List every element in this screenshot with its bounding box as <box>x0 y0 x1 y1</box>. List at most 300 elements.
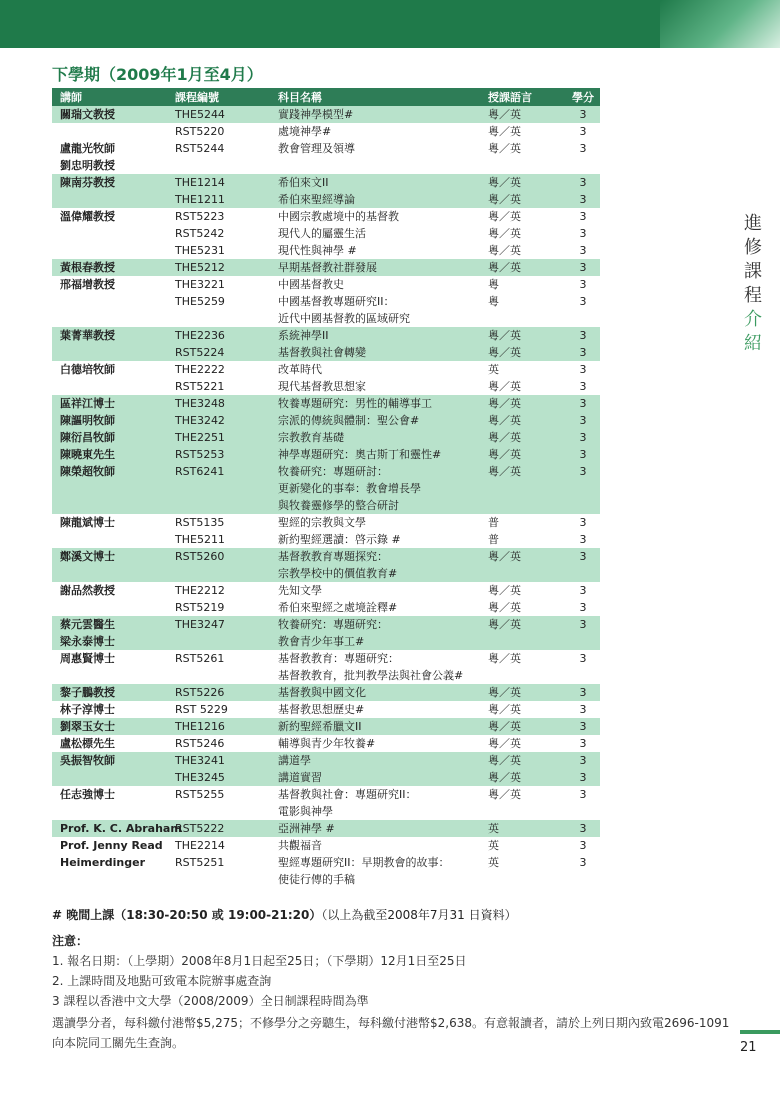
cell-subject <box>278 395 488 412</box>
table-row <box>52 429 600 446</box>
cell-subject <box>278 786 488 820</box>
table-row <box>52 412 600 429</box>
cell-lecturer-line: 梁永泰博士 <box>60 635 115 648</box>
notes-title: 注意： <box>52 934 89 948</box>
cell-credit-line: 3 <box>579 737 587 750</box>
cell-lecturer <box>52 259 175 276</box>
cell-credit <box>566 174 600 191</box>
cell-lecturer <box>52 820 182 837</box>
cell-subject <box>278 123 488 140</box>
cell-language <box>488 786 566 803</box>
cell-subject-line: 宗教學校中的價值教育# <box>278 567 398 580</box>
cell-course-code-line: THE2212 <box>175 584 225 597</box>
cell-language <box>488 123 566 140</box>
cell-course-code <box>175 327 278 344</box>
cell-course-code <box>175 412 278 429</box>
cell-language <box>488 293 566 310</box>
cell-course-code <box>175 735 278 752</box>
cell-language-line: 粵／英 <box>488 125 521 138</box>
cell-language-line: 粵／英 <box>488 448 521 461</box>
cell-language-line: 粵／英 <box>488 193 521 206</box>
cell-course-code <box>175 361 278 378</box>
cell-course-code-line: RST6241 <box>175 465 225 478</box>
cell-credit <box>566 446 600 463</box>
cell-course-code <box>175 344 278 361</box>
cell-course-code <box>175 531 278 548</box>
cell-language <box>488 735 566 752</box>
cell-subject-line: 希伯來聖經導論 <box>278 193 355 206</box>
cell-course-code-line: THE1211 <box>175 193 225 206</box>
cell-lecturer-line: 林子淳博士 <box>60 703 115 716</box>
table-row <box>52 106 600 123</box>
cell-course-code <box>175 684 278 701</box>
cell-course-code-line: THE5212 <box>175 261 225 274</box>
cell-course-code-line: RST5261 <box>175 652 225 665</box>
cell-lecturer-line: 邢福增教授 <box>60 278 115 291</box>
cell-course-code <box>175 395 278 412</box>
cell-lecturer-line: 關瑞文教授 <box>60 108 115 121</box>
cell-subject-line: 講道學 <box>278 754 311 767</box>
cell-subject-line: 實踐神學模型# <box>278 108 354 121</box>
cell-course-code-line: THE3242 <box>175 414 225 427</box>
cell-subject <box>278 463 488 514</box>
cell-subject <box>278 769 488 786</box>
cell-credit-line: 3 <box>579 414 587 427</box>
cell-lecturer <box>52 548 175 565</box>
cell-course-code <box>175 769 278 786</box>
table-row <box>52 735 600 752</box>
cell-subject <box>278 259 488 276</box>
cell-credit-line: 3 <box>579 754 587 767</box>
cell-credit-line: 3 <box>579 295 587 308</box>
cell-credit-line: 3 <box>579 261 587 274</box>
cell-language <box>488 701 566 718</box>
cell-lecturer <box>52 752 175 769</box>
cell-lecturer <box>52 514 175 531</box>
cell-subject-line: 希伯來聖經之處境詮釋# <box>278 601 398 614</box>
cell-course-code <box>175 616 278 633</box>
cell-language-line: 粵／英 <box>488 380 521 393</box>
cell-subject <box>278 752 488 769</box>
cell-subject <box>278 378 488 395</box>
cell-credit <box>566 463 600 480</box>
cell-credit <box>566 140 600 157</box>
cell-credit <box>566 548 600 565</box>
cell-credit-line: 3 <box>579 278 587 291</box>
cell-subject-line: 教會管理及領導 <box>278 142 355 155</box>
cell-language-line: 粵／英 <box>488 108 521 121</box>
cell-credit-line: 3 <box>579 431 587 444</box>
cell-course-code <box>175 429 278 446</box>
cell-course-code <box>175 514 278 531</box>
table-row <box>52 174 600 191</box>
cell-lecturer <box>52 463 175 480</box>
cell-language <box>488 582 566 599</box>
table-row <box>52 752 600 769</box>
side-title-char: 介 <box>744 309 762 330</box>
cell-subject <box>278 361 488 378</box>
cell-subject-line: 宗派的傳統與體制：聖公會# <box>278 414 420 427</box>
cell-course-code <box>175 106 278 123</box>
cell-language <box>488 242 566 259</box>
cell-credit-line: 3 <box>579 686 587 699</box>
table-row <box>52 208 600 225</box>
cell-lecturer-line: 周惠賢博士 <box>60 652 115 665</box>
header-course-code: 課程編號 <box>175 91 219 104</box>
cell-language-line: 粵／英 <box>488 261 521 274</box>
cell-credit-line: 3 <box>579 363 587 376</box>
cell-course-code-line: THE2222 <box>175 363 225 376</box>
table-row <box>52 701 600 718</box>
cell-language-line: 普 <box>488 533 499 546</box>
cell-credit <box>566 276 600 293</box>
cell-credit-line: 3 <box>579 142 587 155</box>
table-row <box>52 378 600 395</box>
cell-lecturer <box>52 582 175 599</box>
cell-credit-line: 3 <box>579 210 587 223</box>
cell-subject-line: 聖經專題研究II：早期教會的故事： <box>278 856 450 869</box>
cell-subject-line: 新約聖經希臘文II <box>278 720 362 733</box>
cell-lecturer-line: 盧松標先生 <box>60 737 115 750</box>
cell-language <box>488 684 566 701</box>
side-section-title <box>738 212 768 356</box>
cell-language <box>488 361 566 378</box>
cell-language-line: 粵／英 <box>488 652 521 665</box>
table-row <box>52 242 600 259</box>
cell-lecturer-line: 陳榮超牧師 <box>60 465 115 478</box>
cell-lecturer-line: 葉菁華教授 <box>60 329 115 342</box>
cell-lecturer <box>52 395 175 412</box>
cell-language-line: 粵／英 <box>488 788 521 801</box>
table-row <box>52 837 600 854</box>
cell-language-line: 英 <box>488 363 499 376</box>
cell-language <box>488 106 566 123</box>
cell-credit <box>566 514 600 531</box>
cell-credit <box>566 820 600 837</box>
cell-language-line: 粵 <box>488 278 499 291</box>
page-number-bar <box>740 1030 780 1034</box>
cell-course-code <box>175 599 278 616</box>
cell-credit <box>566 106 600 123</box>
cell-course-code-line: THE5244 <box>175 108 225 121</box>
cell-credit <box>566 735 600 752</box>
cell-subject-line: 先知文學 <box>278 584 322 597</box>
cell-course-code <box>175 123 278 140</box>
cell-language <box>488 276 566 293</box>
cell-language-line: 粵／英 <box>488 754 521 767</box>
cell-subject-line: 近代中國基督教的區域研究 <box>278 312 410 325</box>
cell-subject <box>278 242 488 259</box>
cell-subject <box>278 429 488 446</box>
table-row <box>52 327 600 344</box>
cell-lecturer <box>52 616 175 650</box>
cell-credit <box>566 599 600 616</box>
cell-subject <box>278 701 488 718</box>
cell-lecturer-line: 盧龍光牧師 <box>60 142 115 155</box>
cell-language-line: 粵／英 <box>488 397 521 410</box>
header-credit: 學分 <box>572 91 594 104</box>
cell-course-code <box>175 837 278 854</box>
cell-lecturer <box>52 412 175 429</box>
cell-language-line: 粵／英 <box>488 210 521 223</box>
cell-subject-line: 聖經的宗教與文學 <box>278 516 366 529</box>
cell-subject <box>278 548 488 582</box>
cell-course-code-line: THE5231 <box>175 244 225 257</box>
cell-subject <box>278 225 488 242</box>
cell-subject <box>278 106 488 123</box>
cell-credit-line: 3 <box>579 244 587 257</box>
cell-credit-line: 3 <box>579 839 587 852</box>
cell-credit <box>566 616 600 633</box>
cell-credit <box>566 344 600 361</box>
cell-subject-line: 講道實習 <box>278 771 322 784</box>
cell-course-code-line: THE3221 <box>175 278 225 291</box>
cell-language <box>488 854 566 871</box>
cell-language <box>488 174 566 191</box>
cell-subject <box>278 140 488 157</box>
cell-subject <box>278 208 488 225</box>
cell-language-line: 粵／英 <box>488 227 521 240</box>
cell-credit <box>566 837 600 854</box>
cell-subject-line: 中國宗教處境中的基督教 <box>278 210 399 223</box>
cell-credit <box>566 225 600 242</box>
cell-lecturer <box>52 140 175 174</box>
table-row <box>52 259 600 276</box>
cell-credit <box>566 123 600 140</box>
cell-lecturer-line: 陳南芬教授 <box>60 176 115 189</box>
cell-subject-line: 電影與神學 <box>278 805 333 818</box>
cell-lecturer <box>52 684 175 701</box>
cell-language-line: 粵／英 <box>488 329 521 342</box>
table-row <box>52 786 600 820</box>
cell-credit-line: 3 <box>579 584 587 597</box>
cell-lecturer-line: 白德培牧師 <box>60 363 115 376</box>
cell-course-code-line: RST5220 <box>175 125 225 138</box>
cell-credit-line: 3 <box>579 516 587 529</box>
cell-credit <box>566 395 600 412</box>
cell-credit <box>566 684 600 701</box>
cell-subject-line: 基督教與社會轉變 <box>278 346 366 359</box>
cell-credit-line: 3 <box>579 125 587 138</box>
cell-course-code-line: RST5246 <box>175 737 225 750</box>
cell-lecturer <box>52 854 175 871</box>
side-title-char: 修 <box>744 237 762 258</box>
cell-course-code-line: THE3245 <box>175 771 225 784</box>
cell-lecturer <box>52 786 175 803</box>
cell-language <box>488 259 566 276</box>
cell-lecturer-line: 黎子鵬教授 <box>60 686 115 699</box>
cell-subject <box>278 582 488 599</box>
cell-credit-line: 3 <box>579 652 587 665</box>
cell-course-code-line: THE2214 <box>175 839 225 852</box>
cell-credit <box>566 259 600 276</box>
table-row <box>52 225 600 242</box>
cell-course-code-line: RST5253 <box>175 448 225 461</box>
cell-credit-line: 3 <box>579 346 587 359</box>
cell-lecturer-line: 任志強博士 <box>60 788 115 801</box>
cell-subject <box>278 293 488 327</box>
cell-lecturer <box>52 650 175 667</box>
cell-subject <box>278 616 488 650</box>
table-row <box>52 446 600 463</box>
cell-language-line: 粵／英 <box>488 686 521 699</box>
cell-language-line: 粵／英 <box>488 703 521 716</box>
cell-language-line: 英 <box>488 839 499 852</box>
table-row <box>52 616 600 650</box>
cell-lecturer <box>52 276 175 293</box>
cell-subject-line: 與牧養靈修學的整合研討 <box>278 499 399 512</box>
cell-language-line: 粵／英 <box>488 244 521 257</box>
cell-subject <box>278 718 488 735</box>
cell-course-code-line: THE1214 <box>175 176 225 189</box>
cell-course-code <box>175 259 278 276</box>
cell-subject <box>278 684 488 701</box>
cell-credit-line: 3 <box>579 465 587 478</box>
cell-course-code-line: RST5221 <box>175 380 225 393</box>
table-row <box>52 769 600 786</box>
cell-lecturer-line: Prof. K. C. Abraham <box>60 822 182 835</box>
cell-subject-line: 使徒行傳的手稿 <box>278 873 355 886</box>
cell-credit-line: 3 <box>579 227 587 240</box>
cell-credit-line: 3 <box>579 380 587 393</box>
cell-language <box>488 616 566 633</box>
cell-lecturer-line: 劉翠玉女士 <box>60 720 115 733</box>
cell-course-code-line: RST5242 <box>175 227 225 240</box>
cell-course-code <box>175 582 278 599</box>
cell-language <box>488 429 566 446</box>
table-row <box>52 191 600 208</box>
cell-language-line: 粵／英 <box>488 465 521 478</box>
table-row <box>52 123 600 140</box>
cell-language-line: 英 <box>488 856 499 869</box>
cell-subject-line: 現代人的屬靈生活 <box>278 227 366 240</box>
cell-credit <box>566 582 600 599</box>
cell-course-code-line: RST5244 <box>175 142 225 155</box>
cell-language <box>488 548 566 565</box>
cell-credit-line: 3 <box>579 108 587 121</box>
cell-course-code <box>175 242 278 259</box>
cell-credit <box>566 429 600 446</box>
cell-course-code <box>175 208 278 225</box>
cell-subject <box>278 837 488 854</box>
cell-subject-line: 基督教與中國文化 <box>278 686 366 699</box>
cell-lecturer-line: 吳振智牧師 <box>60 754 115 767</box>
table-body <box>52 106 600 888</box>
table-row <box>52 548 600 582</box>
cell-credit-line: 3 <box>579 601 587 614</box>
cell-course-code-line: THE5259 <box>175 295 225 308</box>
cell-lecturer <box>52 837 175 854</box>
cell-credit-line: 3 <box>579 720 587 733</box>
cell-language <box>488 599 566 616</box>
cell-subject-line: 現代性與神學 # <box>278 244 357 257</box>
side-title-char: 程 <box>744 285 762 306</box>
cell-lecturer-line: 溫偉耀教授 <box>60 210 115 223</box>
cell-course-code <box>175 191 278 208</box>
table-row <box>52 395 600 412</box>
cell-lecturer-line: 黃根春教授 <box>60 261 115 274</box>
cell-subject <box>278 327 488 344</box>
cell-language <box>488 463 566 480</box>
table-row <box>52 531 600 548</box>
cell-credit <box>566 531 600 548</box>
cell-course-code-line: THE3248 <box>175 397 225 410</box>
note-item: 2. 上課時間及地點可致電本院辦事處查詢 <box>52 974 272 988</box>
cell-language <box>488 446 566 463</box>
cell-course-code-line: RST5219 <box>175 601 225 614</box>
cell-lecturer <box>52 174 175 191</box>
cell-subject <box>278 191 488 208</box>
evening-note-bold: # 晚間上課（18:30-20:50 或 19:00-21:20） <box>52 908 322 922</box>
cell-lecturer-line: 區祥江博士 <box>60 397 115 410</box>
cell-language <box>488 327 566 344</box>
cell-subject-line: 牧養研究：專題研究： <box>278 618 388 631</box>
cell-language-line: 英 <box>488 822 499 835</box>
cell-credit <box>566 378 600 395</box>
cell-course-code <box>175 718 278 735</box>
cell-course-code-line: RST5223 <box>175 210 225 223</box>
cell-lecturer-line: 陳謳明牧師 <box>60 414 115 427</box>
cell-language-line: 粵／英 <box>488 431 521 444</box>
cell-subject-line: 現代基督教思想家 <box>278 380 366 393</box>
cell-course-code-line: RST5255 <box>175 788 225 801</box>
cell-subject <box>278 735 488 752</box>
note-item: 3 課程以香港中文大學（2008/2009）全日制課程時間為準 <box>52 994 369 1008</box>
cell-lecturer <box>52 701 175 718</box>
cell-language-line: 粵／英 <box>488 346 521 359</box>
table-header <box>52 88 600 106</box>
cell-course-code-line: RST5135 <box>175 516 225 529</box>
table-row <box>52 582 600 599</box>
table-row <box>52 463 600 514</box>
cell-subject-line: 牧養研究：專題研討： <box>278 465 388 478</box>
cell-language <box>488 718 566 735</box>
cell-lecturer <box>52 208 175 225</box>
cell-credit <box>566 718 600 735</box>
cell-subject-line: 中國基督教專題研究II： <box>278 295 395 308</box>
cell-subject <box>278 514 488 531</box>
cell-language <box>488 837 566 854</box>
page-number: 21 <box>740 1040 757 1055</box>
cell-language <box>488 514 566 531</box>
table-row <box>52 276 600 293</box>
cell-course-code-line: THE3241 <box>175 754 225 767</box>
table-row <box>52 361 600 378</box>
cell-subject <box>278 599 488 616</box>
cell-subject-line: 基督教思想歷史# <box>278 703 365 716</box>
cell-lecturer-line: Heimerdinger <box>60 856 146 869</box>
cell-lecturer-line: 陳衍昌牧師 <box>60 431 115 444</box>
cell-credit-line: 3 <box>579 533 587 546</box>
cell-subject-line: 基督教與社會：專題研究II： <box>278 788 417 801</box>
cell-course-code <box>175 786 278 803</box>
cell-language-line: 粵／英 <box>488 618 521 631</box>
cell-language-line: 粵／英 <box>488 601 521 614</box>
cell-language-line: 粵／英 <box>488 771 521 784</box>
table-row <box>52 140 600 174</box>
cell-lecturer <box>52 361 175 378</box>
cell-course-code <box>175 820 278 837</box>
cell-language <box>488 208 566 225</box>
cell-course-code <box>175 446 278 463</box>
cell-language <box>488 650 566 667</box>
side-title-char: 課 <box>744 261 762 282</box>
note-item: 1. 報名日期：（上學期）2008年8月1日起至25日；（下學期）12月1日至25日 <box>52 954 467 968</box>
cell-language <box>488 344 566 361</box>
cell-lecturer-line: Prof. Jenny Read <box>60 839 163 852</box>
cell-subject-line: 亞洲神學 # <box>278 822 335 835</box>
cell-course-code-line: THE3247 <box>175 618 225 631</box>
